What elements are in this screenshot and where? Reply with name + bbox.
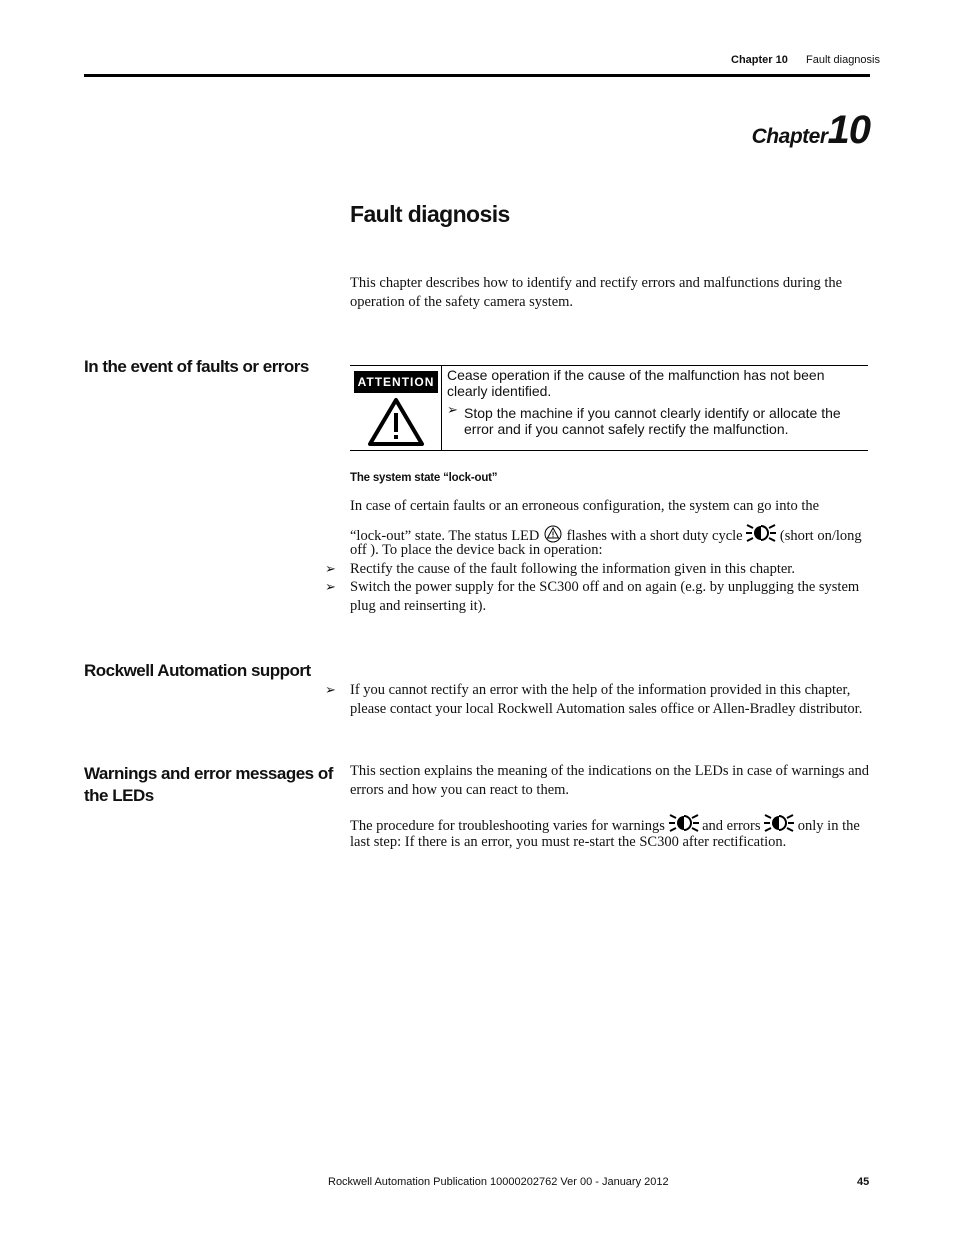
header-section-title: Fault diagnosis — [806, 54, 880, 66]
leds-para1-line1: This section explains the meaning of the indications on the LEDs in case of warnings and — [350, 763, 870, 779]
intro-paragraph: This chapter describes how to identify and rectify errors and malfunctions during the operation of the safety camera system. — [350, 275, 843, 310]
arrow-bullet-icon: ➢ — [325, 562, 336, 577]
support-bullet-line1: If you cannot rectify an error with the help of the information provided in this chapter, — [350, 682, 851, 698]
lockout-text-c: (short on/long — [779, 528, 862, 544]
led-flashing-icon — [746, 522, 776, 544]
arrow-bullet-icon: ➢ — [447, 403, 458, 418]
lockout-para-line1: In case of certain faults or an erroneous configuration, the system can go into the — [350, 498, 820, 514]
chapter-heading — [752, 108, 870, 153]
arrow-bullet-icon: ➢ — [325, 580, 336, 595]
attention-box — [350, 365, 868, 451]
leds-heading-line2: the LEDs — [84, 786, 154, 805]
leds-heading-line1: Warnings and error messages of — [84, 764, 333, 783]
led-warning-icon — [669, 812, 699, 834]
lockout-bullet-2-cont: plug and reinserting it). — [350, 598, 487, 614]
lockout-para-line3: off ). To place the device back in operation: — [350, 542, 603, 558]
warning-triangle-icon — [367, 397, 425, 447]
led-error-icon — [764, 812, 794, 834]
attention-text-line1: Cease operation if the cause of the malfunction has not been — [447, 367, 825, 383]
section-heading-support: Rockwell Automation support — [84, 661, 311, 680]
header-rule — [84, 74, 870, 77]
chapter-word: Chapter — [751, 125, 828, 148]
attention-bullet-line2: error and if you cannot safely rectify the malfunction. — [464, 421, 789, 437]
section-heading-faults: In the event of faults or errors — [84, 357, 309, 376]
attention-text-line2: clearly identified. — [447, 383, 552, 399]
attention-left-cell — [350, 366, 442, 450]
lockout-bullet-2: Switch the power supply for the SC300 off and on again (e.g. by unplugging the system — [350, 579, 860, 595]
footer-page-number: 45 — [857, 1176, 870, 1188]
subheading-lockout: The system state “lock-out” — [350, 472, 498, 484]
page-title: Fault diagnosis — [350, 201, 510, 227]
footer-publication: Rockwell Automation Publication 10000202762 Ver 00 - January 2012 — [328, 1176, 669, 1188]
header-chapter-label: Chapter 10 — [731, 54, 788, 66]
arrow-bullet-icon: ➢ — [325, 683, 336, 698]
lockout-text-a: “lock-out” state. The status LED — [350, 528, 540, 544]
support-bullet-line2: please contact your local Rockwell Automation sales office or Allen-Bradley distributor. — [350, 701, 863, 717]
leds-text-b: and errors — [702, 818, 761, 834]
leds-para1-line2: errors and how you can react to them. — [350, 782, 570, 798]
leds-text-a: The procedure for troubleshooting varies for warnings — [350, 818, 665, 834]
attention-bullet-line1: Stop the machine if you cannot clearly identify or allocate the — [464, 405, 841, 421]
chapter-number: 10 — [827, 108, 870, 152]
lockout-text-b: flashes with a short duty cycle — [566, 528, 743, 544]
section-heading-leds — [84, 763, 333, 807]
leds-text-c: only in the — [797, 818, 860, 834]
attention-badge: ATTENTION — [354, 371, 438, 393]
leds-para2-line2: last step: If there is an error, you must re-start the SC300 after rectification. — [350, 834, 787, 850]
lockout-bullet-1: Rectify the cause of the fault following the information given in this chapter. — [350, 561, 795, 577]
